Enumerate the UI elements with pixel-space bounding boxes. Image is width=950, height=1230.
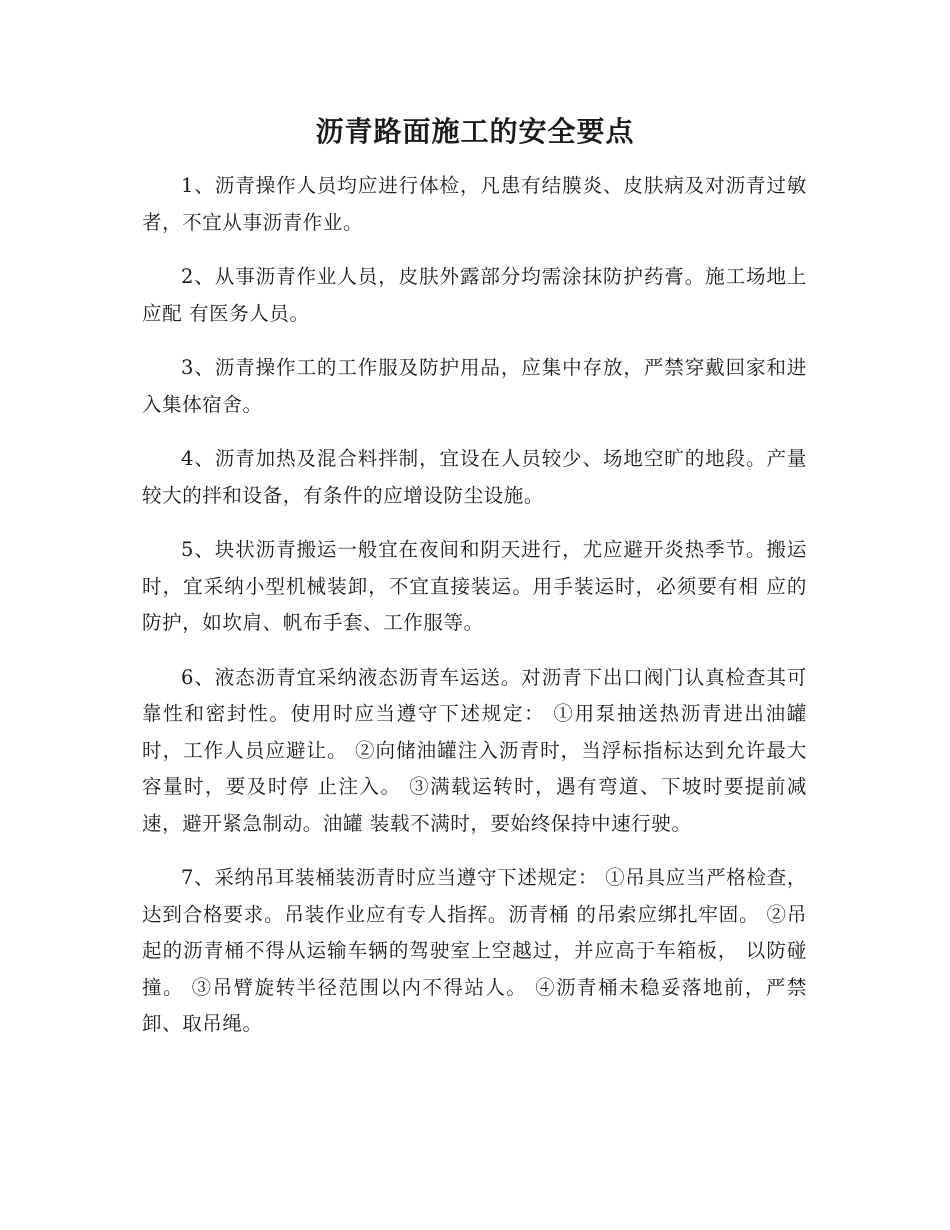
paragraph-4: 4、沥青加热及混合料拌制，宜设在人员较少、场地空旷的地段。产量 较大的拌和设备，有条件的应增设防尘设施。 <box>142 447 807 507</box>
paragraph-7: 7、采纳吊耳装桶装沥青时应当遵守下述规定： ①吊具应当严格检查，达到合格要求。吊装作业应有专人指挥。沥青桶 的吊索应绑扎牢固。 ②吊起的沥青桶不得从运输车辆的驾驶室上空越过，并应高于车箱板， 以防碰撞。 ③吊臂旋转半径范围以内不得站人。 ④沥青桶未稳妥落地前，严禁卸、取吊绳。 <box>142 866 807 1035</box>
paragraph-5: 5、块状沥青搬运一般宜在夜间和阴天进行，尤应避开炎热季节。搬运 时，宜采纳小型机械装卸，不宜直接装运。用手装运时，必须要有相 应的防护，如坎肩、帆布手套、工作服等。 <box>142 538 807 634</box>
document-body <box>142 168 807 1061</box>
paragraph-1: 1、沥青操作人员均应进行体检，凡患有结膜炎、皮肤病及对沥青过敏者，不宜从事沥青作业。 <box>142 174 807 234</box>
paragraph-3: 3、沥青操作工的工作服及防护用品，应集中存放，严禁穿戴回家和进 入集体宿舍。 <box>142 356 807 416</box>
document-title: 沥青路面施工的安全要点 <box>315 115 635 148</box>
paragraph-2: 2、从事沥青作业人员，皮肤外露部分均需涂抹防护药膏。施工场地上应配 有医务人员。 <box>142 265 807 325</box>
paragraph-6: 6、液态沥青宜采纳液态沥青车运送。对沥青下出口阀门认真检查其可 靠性和密封性。使用时应当遵守下述规定： ①用泵抽送热沥青进出油罐时，工作人员应避让。 ②向储油罐注入沥青时，当浮标指标达到允许最大容量时，要及时停 止注入。 ③满载运转时，遇有弯道、下坡时要提前减速，避开紧急制动。油罐 装载不满时，要始终保持中速行驶。 <box>142 665 807 835</box>
